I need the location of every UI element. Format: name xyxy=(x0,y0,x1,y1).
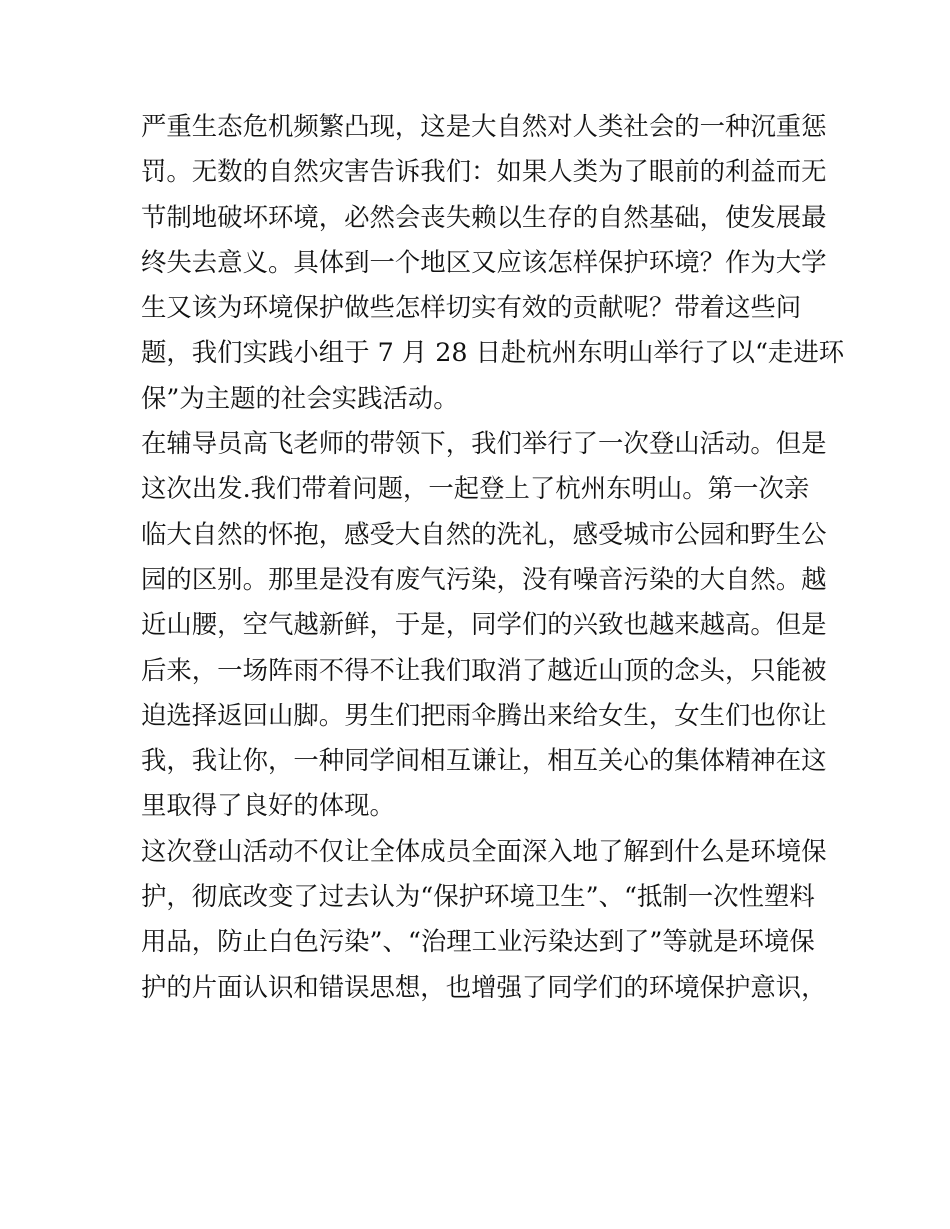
text-line: 后来，一场阵雨不得不让我们取消了越近山顶的念头，只能被 xyxy=(141,654,827,685)
text-line: 保”为主题的社会实践活动。 xyxy=(141,382,459,413)
text-line: 题，我们实践小组于 7 月 28 日赴杭州东明山举行了以“走进环 xyxy=(141,337,845,368)
text-line: 这次出发.我们带着问题，一起登上了杭州东明山。第一次亲 xyxy=(141,473,810,504)
text-line: 护的片面认识和错误思想，也增强了同学们的环境保护意识， xyxy=(141,971,827,1002)
text-line: 严重生态危机频繁凸现，这是大自然对人类社会的一种沉重惩 xyxy=(141,111,827,141)
body-text xyxy=(141,104,845,1010)
text-line: 临大自然的怀抱，感受大自然的洗礼，感受城市公园和野生公 xyxy=(141,518,827,549)
text-line: 节制地破坏环境，必然会丧失赖以生存的自然基础，使发展最 xyxy=(141,201,827,232)
text-line: 用品，防止白色污染”、“治理工业污染达到了”等就是环境保 xyxy=(141,926,815,957)
text-line: 近山腰，空气越新鲜，于是，同学们的兴致也越来越高。但是 xyxy=(141,609,827,640)
text-line: 这次登山活动不仅让全体成员全面深入地了解到什么是环境保 xyxy=(141,835,827,866)
text-line: 园的区别。那里是没有废气污染，没有噪音污染的大自然。越 xyxy=(141,563,827,594)
text-line: 生又该为环境保护做些怎样切实有效的贡献呢？带着这些问 xyxy=(141,292,802,323)
text-line: 护，彻底改变了过去认为“保护环境卫生”、“抵制一次性塑料 xyxy=(141,881,815,912)
text-line: 终失去意义。具体到一个地区又应该怎样保护环境？作为大学 xyxy=(141,246,827,277)
text-line: 在辅导员高飞老师的带领下，我们举行了一次登山活动。但是 xyxy=(141,428,827,459)
text-line: 迫选择返回山脚。男生们把雨伞腾出来给女生，女生们也你让 xyxy=(141,699,827,730)
text-line: 里取得了良好的体现。 xyxy=(141,790,395,821)
text-line: 罚。无数的自然灾害告诉我们：如果人类为了眼前的利益而无 xyxy=(141,156,827,187)
text-line: 我，我让你，一种同学间相互谦让，相互关心的集体精神在这 xyxy=(141,745,827,776)
